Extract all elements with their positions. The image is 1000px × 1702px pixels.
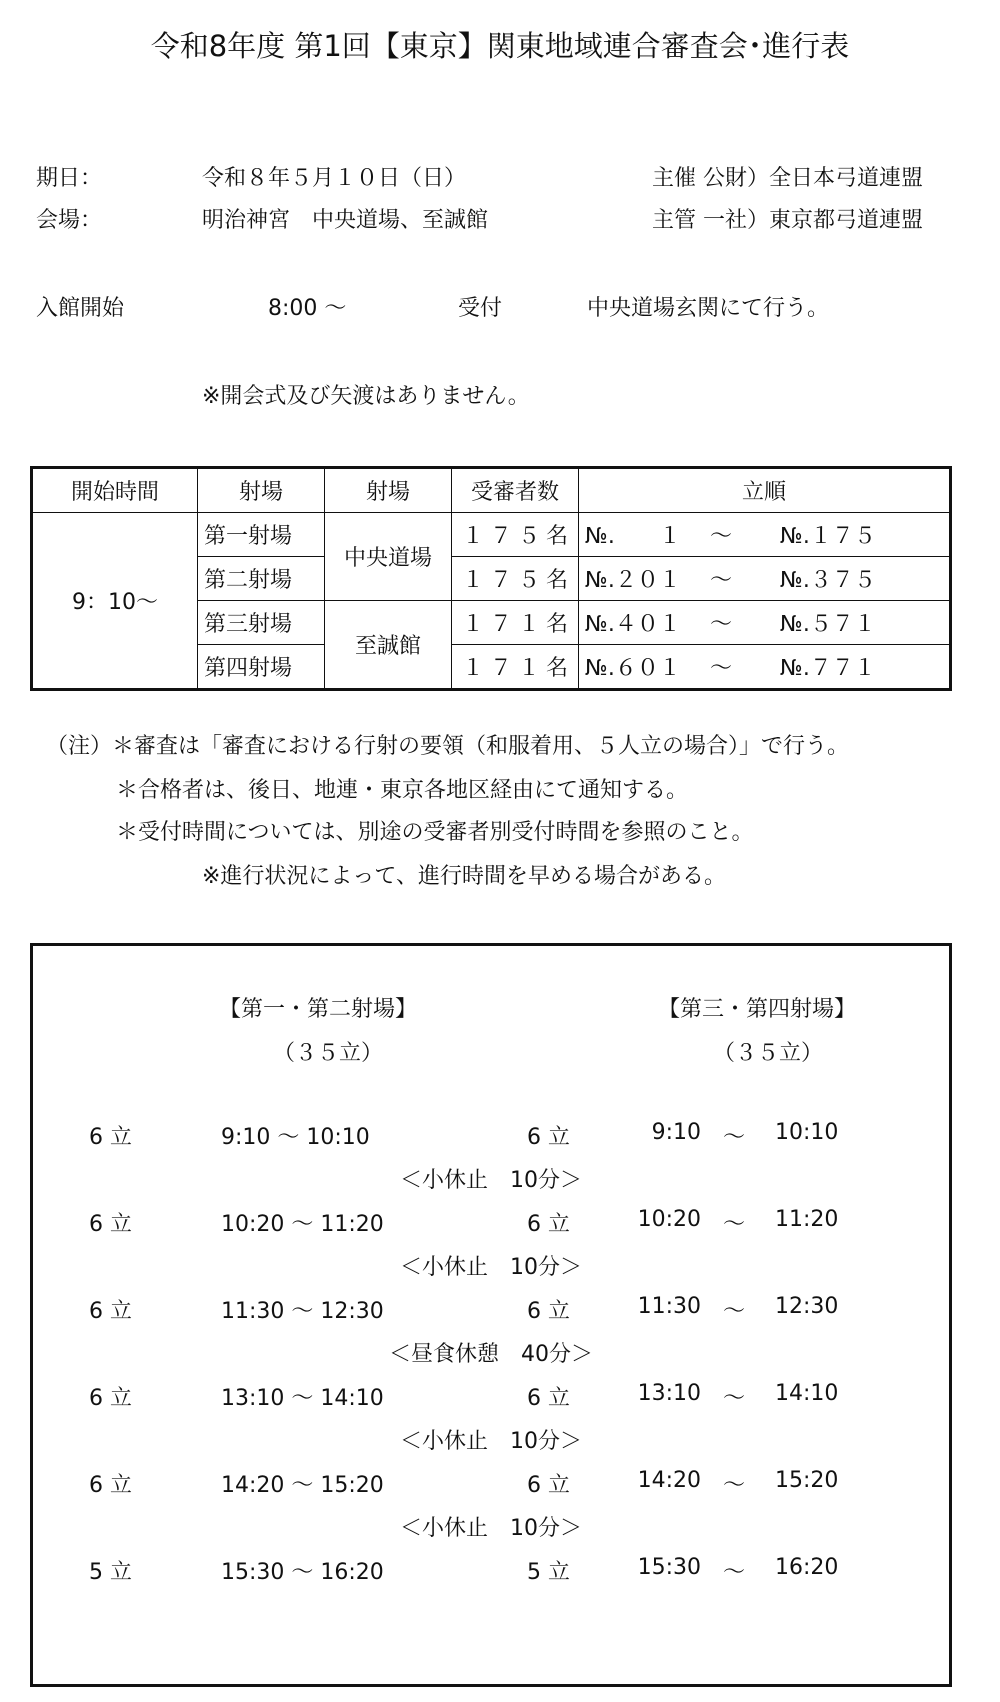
count-cell: １７５名: [452, 557, 579, 601]
order-cell: [579, 645, 951, 690]
right-column-title: 【第三・第四射場】: [658, 997, 857, 1022]
right-end-time: 15:20: [775, 1468, 839, 1493]
field-cell: 第一射場: [198, 513, 325, 557]
header-field: 射場: [198, 468, 325, 513]
count-cell: １７１名: [452, 601, 579, 645]
left-stand-count: 6 立: [89, 1473, 132, 1498]
right-start-time: 13:10: [637, 1381, 701, 1406]
right-start-time: 11:30: [637, 1294, 701, 1319]
ceremony-notice: ※開会式及び矢渡はありません。: [202, 384, 530, 409]
order-from: №.２０１: [585, 568, 681, 593]
note-item: ※進行状況によって、進行時間を早める場合がある。: [202, 864, 726, 889]
right-tilde: ～: [723, 1299, 746, 1324]
date-label: 期日：: [36, 166, 103, 191]
venue-label: 会場：: [36, 208, 103, 233]
order-cell: [579, 557, 951, 601]
left-column-title: 【第一・第二射場】: [219, 997, 418, 1022]
note-item: ＊合格者は、後日、地連・東京各地区経由にて通知する。: [116, 778, 689, 803]
reception-value: 中央道場玄関にて行う。: [587, 296, 830, 321]
field-cell: 第二射場: [198, 557, 325, 601]
table-row: [32, 513, 951, 557]
right-end-time: 14:10: [775, 1381, 839, 1406]
venue-value: 明治神宮 中央道場、至誠館: [202, 208, 489, 233]
break-label: ＜小休止 10分＞: [400, 1516, 582, 1541]
note-item: （注）＊審査は「審査における行射の要領（和服着用、５人立の場合）」で行う。: [46, 734, 850, 759]
order-from: №.６０１: [585, 656, 681, 681]
right-stand-count: 6 立: [527, 1125, 570, 1150]
right-end-time: 10:10: [775, 1120, 839, 1145]
order-to: №.１７５: [780, 524, 876, 549]
left-stand-count: 5 立: [89, 1560, 132, 1585]
header-order: 立順: [579, 468, 951, 513]
left-time-range: 9:10 ～ 10:10: [221, 1125, 370, 1150]
right-tilde: ～: [723, 1212, 746, 1237]
right-end-time: 16:20: [775, 1555, 839, 1580]
start-time-cell: 9：10～: [32, 513, 198, 690]
table-header-row: [32, 468, 951, 513]
left-column-count: （３５立）: [273, 1041, 384, 1066]
schedule-table: [30, 466, 952, 691]
open-time: 8:00 ～: [268, 296, 347, 321]
left-stand-count: 6 立: [89, 1125, 132, 1150]
order-tilde: ～: [710, 568, 733, 593]
order-to: №.７７１: [780, 656, 876, 681]
hall-cell: 中央道場: [325, 513, 452, 601]
order-tilde: ～: [710, 656, 733, 681]
right-tilde: ～: [723, 1386, 746, 1411]
right-column-count: （３５立）: [713, 1041, 824, 1066]
order-from: №. １: [585, 524, 681, 549]
right-end-time: 11:20: [775, 1207, 839, 1232]
right-stand-count: 6 立: [527, 1299, 570, 1324]
left-time-range: 10:20 ～ 11:20: [221, 1212, 384, 1237]
left-stand-count: 6 立: [89, 1212, 132, 1237]
order-to: №.５７１: [780, 612, 876, 637]
timetable-box: [30, 943, 952, 1687]
left-time-range: 15:30 ～ 16:20: [221, 1560, 384, 1585]
right-tilde: ～: [723, 1473, 746, 1498]
header-start-time: 開始時間: [32, 468, 198, 513]
order-cell: [579, 513, 951, 557]
field-cell: 第四射場: [198, 645, 325, 690]
order-from: №.４０１: [585, 612, 681, 637]
order-cell: [579, 601, 951, 645]
right-start-time: 10:20: [637, 1207, 701, 1232]
right-stand-count: 5 立: [527, 1560, 570, 1585]
right-tilde: ～: [723, 1560, 746, 1585]
right-start-time: 9:10: [651, 1120, 701, 1145]
break-label: ＜小休止 10分＞: [400, 1168, 582, 1193]
left-time-range: 14:20 ～ 15:20: [221, 1473, 384, 1498]
count-cell: １７５名: [452, 513, 579, 557]
header-hall: 射場: [325, 468, 452, 513]
hall-cell: 至誠館: [325, 601, 452, 690]
page-title: 令和8年度 第1回【東京】関東地域連合審査会･進行表: [150, 29, 850, 63]
right-start-time: 14:20: [637, 1468, 701, 1493]
right-stand-count: 6 立: [527, 1386, 570, 1411]
note-item: ＊受付時間については、別途の受審者別受付時間を参照のこと。: [116, 820, 754, 845]
organizer-text: 主管 一社）東京都弓道連盟: [652, 208, 923, 233]
left-stand-count: 6 立: [89, 1299, 132, 1324]
left-time-range: 13:10 ～ 14:10: [221, 1386, 384, 1411]
order-tilde: ～: [710, 524, 733, 549]
date-value: 令和８年５月１０日（日）: [202, 166, 467, 191]
header-count: 受審者数: [452, 468, 579, 513]
order-tilde: ～: [710, 612, 733, 637]
field-cell: 第三射場: [198, 601, 325, 645]
reception-label: 受付: [458, 296, 503, 321]
right-end-time: 12:30: [775, 1294, 839, 1319]
left-stand-count: 6 立: [89, 1386, 132, 1411]
break-label: ＜小休止 10分＞: [400, 1429, 582, 1454]
right-tilde: ～: [723, 1125, 746, 1150]
break-label: ＜小休止 10分＞: [400, 1255, 582, 1280]
left-time-range: 11:30 ～ 12:30: [221, 1299, 384, 1324]
right-stand-count: 6 立: [527, 1473, 570, 1498]
right-stand-count: 6 立: [527, 1212, 570, 1237]
open-label: 入館開始: [36, 296, 125, 321]
break-label: ＜昼食休憩 40分＞: [389, 1342, 593, 1367]
order-to: №.３７５: [780, 568, 876, 593]
right-start-time: 15:30: [637, 1555, 701, 1580]
count-cell: １７１名: [452, 645, 579, 690]
host-text: 主催 公財）全日本弓道連盟: [652, 166, 923, 191]
